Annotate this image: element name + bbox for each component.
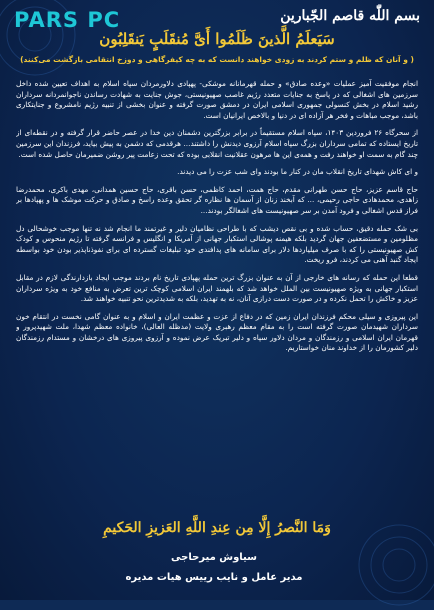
- statement-body: [16, 79, 418, 519]
- header: [0, 0, 434, 76]
- paragraph: این پیروزی و سیلی محکم فرزندان ایران زمین که در دفاع از عزت و عظمت ایران و اسلام و به عنوان گامی نخست در انتقام خون سرداران شهیدمان صورت گرفته است را به مقام معظم رهبری ولایت (مدظله العالی)، خانواده معظم شهدا، ملت شهیدپرور و قهرمان ایران اسلامی و رزمندگان و مردان دلاور سپاه و دلیر تبریک عرض نموده و آرزوی پیروزی های درخشان و مستدام رزمندگان دلیر کشورمان را از خداوند منان خواستاریم.: [16, 311, 418, 353]
- paragraph: قطعا این حمله که رسانه های خارجی از آن به عنوان بزرگ ترین حمله پهپادی تاریخ نام بردند موجب ایجاد بازدارندگی لازم در مقابل استکبار جهانی به ویژه صهیونیست بین الملل خواهد شد که بلهمند ایران اسلامی کوچک ترین تعرض به منافع خود به ویژه سرداران عزیز و خاکش را تحمل نکرده و در صورت دست درازی آنان، نه به تهدید، بلکه به شدیدترین نحو تنبیه خواهند شد.: [16, 272, 418, 304]
- paragraph: انجام موفقیت آمیز عملیات «وعده صادق» و حمله قهرمانانه موشکی- پهپادی دلاورمردان سپاه اسلام به اهداف تعیین شده داخل سرزمین های اشغالی که در پاسخ به جنایات متعدد رژیم غاصب صهیونیستی، جوش جنایت به شهادت رساندن ناجوانمردانه سرداران رشید اسلام در بخش کنسولی جمهوری اسلامی ایران در دمشق صورت گرفته و عنوان بخشی از تنبیه رژیم نامشروع و جنایتکاری باشد، موجب مباهات و فخر هر آزاده ای در دنیا و بالاخص ایرانیان است.: [16, 79, 418, 120]
- logo-text-pars: PARS: [14, 8, 80, 32]
- paragraph: از سحرگاه ۲۶ فروردین ۱۴۰۳، سپاه اسلام مستقیماً در برابر بزرگترین دشمنان دین خدا در عصر حاضر قرار گرفته و در نقطه‌ای از تاریخ ایستاده که تمامی سرداران بزرگ سپاه اسلام آرزوی دیدنش را داشتند... هرقدمی که دشمن به پیش بیاید، فرزندان این سرزمین چند گام به سمت او خواهند رفت و همه‌ی این ها مرهون عقلانیت انقلابی بوده که تحت زعامت پیر روشن ضمیرمان حاصل شده است.: [16, 128, 418, 159]
- signatory-name: سیاوش میرحاجی: [171, 552, 257, 563]
- signatory-title: مدیر عامل و نایب رییس هیات مدیره: [125, 572, 303, 583]
- paragraph: و ای کاش شهدای تاریخ انقلاب مان در کنار ما بودند وای شب عزت را می دیدند.: [177, 167, 418, 177]
- brand-logo: [14, 8, 120, 32]
- quran-verse: سَیَعلَمُ الَّذینَ ظَلَمُوا أَیَّ مُنقَلَبٍ یَنقَلِبُون: [99, 30, 335, 48]
- paragraph: حاج قاسم عزیز، حاج حسن طهرانی مقدم، حاج همت، احمد کاظمی، حسن باقری، حاج حسین همدانی، مهدی باکری، محمدرضا زاهدی، محمدهادی حاجی رحیمی، ... که آبخند زنان از آسمان ها نظاره گر تحقق وعده راسخ و صادق و حرکت موشک ها و پهپادها بر فراز قدس اشغالی و فرود آمدن بر سر صهیونیست های اشغالگر بودند...: [16, 184, 418, 215]
- verse-translation: ( و آنان که ظلم و ستم کردند به زودی خواهند دانست که به چه کیفرگاهی و دوزخ انتقامی بازگشت می‌کنند): [20, 55, 414, 64]
- bismillah-heading: بسم اللّٰه قاصم الجّبارین: [280, 8, 420, 24]
- paragraph: بی شک حمله دقیق، حساب شده و بی نقص دیشب که با طراحی نظامیان دلیر و غیرتمند ما انجام شد نه تنها موجب خوشحالی دل مظلومین و مستضعفین جهان گردید بلکه هیمنه پوشالی استکبار جهانی از آمریکا و انگلیس و فرانسه گرفته تا رژیم منحوس و کودک کش صهیونیستی را که با صرف میلیاردها دلار برای سامانه های پدافندی خود تبلیغات گسترده ای برای نفوذناپذیر بودن خود بواسطه ایجاد گنبد آهنی می کردند، فرو ریخت.: [16, 223, 418, 265]
- logo-text-pc: PC: [87, 8, 121, 32]
- closing-verse: وَمَا النَّصرُ إِلَّا مِن عِندِ اللَّهِ العَزیزِ الحَکیمِ: [103, 520, 331, 536]
